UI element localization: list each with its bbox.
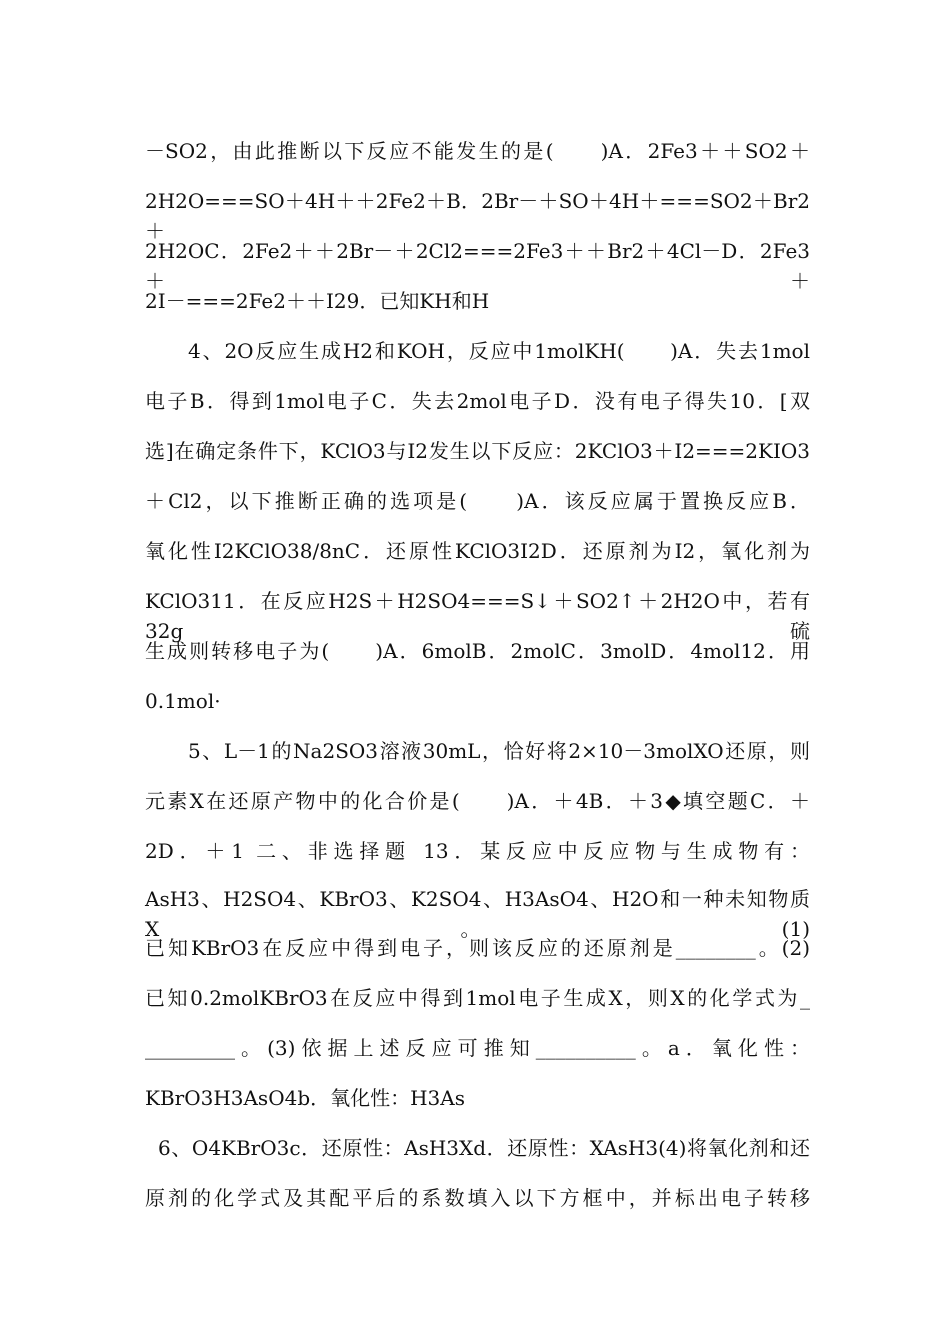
text-line: KBrO3H3AsO4b．氧化性：H3As [145,1086,465,1110]
text-line: 选]在确定条件下，KClO3与I2发生以下反应：2KClO3＋I2===2KIO3 [145,439,810,463]
text-line: 元素X在还原产物中的化合价是( )A．＋4B．＋3◆填空题C．＋ [145,789,810,813]
text-line: ＋Cl2，以下推断正确的选项是( )A．该反应属于置换反应B． [145,489,810,513]
paragraph-start-line: 5、L－1的Na2SO3溶液30mL，恰好将2×10－3molXO还原，则 [188,739,810,763]
text-line: 原剂的化学式及其配平后的系数填入以下方框中，并标出电子转移 [145,1186,810,1210]
paragraph-start-line: 6、O4KBrO3c．还原性：AsH3Xd．还原性：XAsH3(4)将氧化剂和还 [158,1136,810,1160]
text-line: 2D．＋1 二、非选择题 13．某反应中反应物与生成物有： [145,839,810,863]
text-line: KClO311．在反应H2S＋H2SO4===S↓＋SO2↑＋2H2O中，若有32g硫 [145,589,810,643]
text-line: AsH3、H2SO4、KBrO3、K2SO4、H3AsO4、H2O和一种未知物质X。(1) [145,887,810,941]
text-line: 2H2O===SO＋4H＋＋2Fe2＋B．2Br－＋SO＋4H＋===SO2＋Br2＋ [145,189,810,243]
text-line: 氧化性I2KClO38/8nC．还原性KClO3I2D．还原剂为I2，氧化剂为 [145,539,810,563]
text-line: 0.1mol· [145,689,221,713]
text-line: 已知KBrO3在反应中得到电子，则该反应的还原剂是________。(2) [145,936,810,960]
paragraph-start-line: 4、2O反应生成H2和KOH，反应中1molKH( )A．失去1mol [188,339,810,363]
text-line: －SO2，由此推断以下反应不能发生的是( )A．2Fe3＋＋SO2＋ [145,139,810,163]
text-line: 生成则转移电子为( )A．6molB．2molC．3molD．4mol12．用 [145,639,810,663]
text-line: 已知0.2molKBrO3在反应中得到1mol电子生成X，则X的化学式为_ [145,986,810,1010]
text-line: 2I－===2Fe2＋＋I29．已知KH和H [145,289,490,313]
text-line: 电子B．得到1mol电子C．失去2mol电子D．没有电子得失10．[双 [145,389,810,413]
text-line: 2H2OC．2Fe2＋＋2Br－＋2Cl2===2Fe3＋＋Br2＋4Cl－D．2Fe3＋＋ [145,239,810,293]
text-line: _________。(3)依据上述反应可推知__________。a．氧化性： [145,1036,810,1060]
